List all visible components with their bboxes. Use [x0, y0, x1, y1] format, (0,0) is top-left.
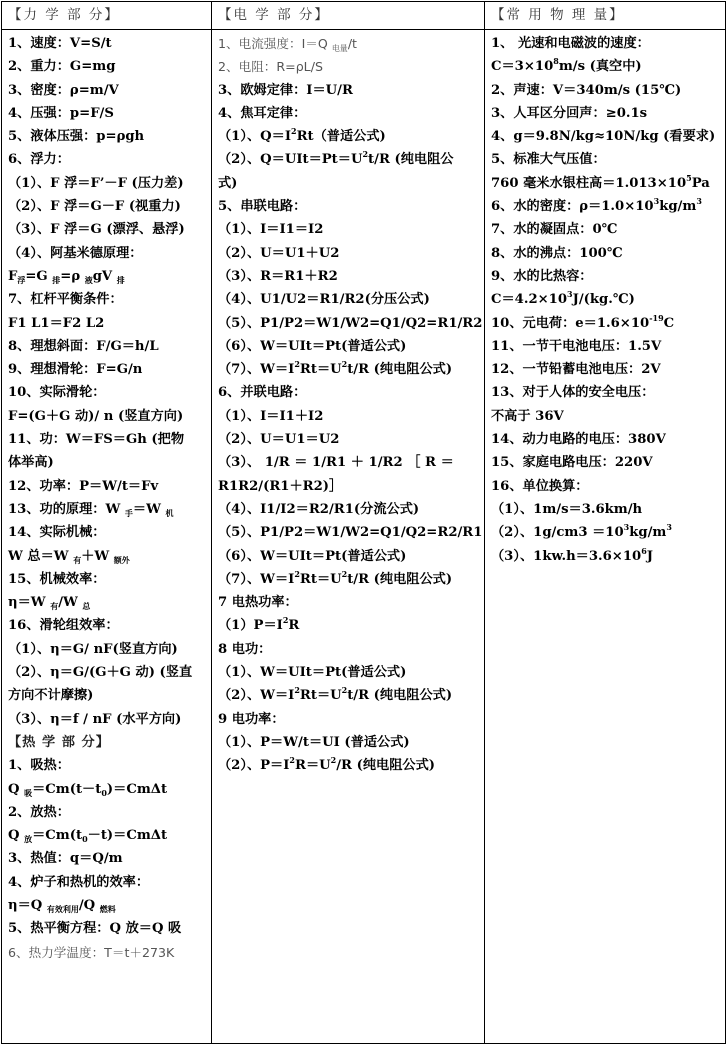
constants-column: [485, 2, 725, 1043]
formula-line: （5）、P1/P2＝W1/W2=Q1/Q2=R1/R2: [218, 315, 483, 331]
formula-line: 8、理想斜面：F/G＝h/L: [8, 338, 159, 354]
formula-line: （3）、$1kw.h=3.6\times 10^6J$: [491, 545, 654, 564]
formula-line: （2）、$P=I^2R=U^2/R$ (纯电阻公式): [218, 755, 436, 774]
formula-line: 12、功率：P＝W/t＝Fv: [8, 478, 159, 494]
mechanics-column: [2, 2, 211, 1043]
formula-line: （1）、$Q=I^2Rt$（普适公式): [218, 126, 386, 145]
mechanics-header: 【力 学 部 分】: [8, 7, 120, 23]
formula-line: 5、标准大气压值：: [491, 152, 606, 168]
formula-line: F1 L1＝F2 L2: [8, 315, 105, 331]
formula-line: 15、机械效率：: [8, 571, 106, 587]
formula-line: 2、电阻：R=ρL/S: [218, 59, 323, 75]
formula-line: 15、家庭电路电压：220V: [491, 455, 653, 471]
formula-line: 16、滑轮组效率：: [8, 618, 119, 634]
formula-line: 4、焦耳定律：: [218, 105, 307, 121]
formula-line: 3、欧姆定律：I＝U/R: [218, 82, 353, 98]
formula-line: （7）、$W=I^2Rt=U^2t/R$ (纯电阻公式): [218, 568, 453, 587]
formula-line: 1、速度：V=S/t: [8, 36, 112, 51]
electricity-lines: [212, 29, 484, 778]
formula-line: （2）、$W=I^2Rt=U^2t/R$ (纯电阻公式): [218, 685, 453, 704]
formula-line: 6、并联电路：: [218, 385, 307, 401]
formula-line: （4）、U1/U2＝R1/R2(分压公式): [218, 292, 430, 308]
formula-line: （6）、W＝UIt＝Pt(普适公式): [218, 548, 407, 564]
formula-line: 不高于 36V: [491, 408, 564, 424]
formula-line: 4、炉子和热机的效率：: [8, 874, 150, 890]
formula-line: 8 电功：: [218, 641, 272, 657]
formula-line: 12、一节铅蓄电池电压：2V: [491, 362, 661, 378]
formula-line: R1R2/(R1＋R2)］: [218, 478, 343, 494]
formula-line: 9、水的比热容：: [491, 268, 593, 284]
formula-line: 6、水的密度：$\rho=1.0\times 10^3kg/m^3$: [491, 196, 702, 215]
formula-line: 7、杠杆平衡条件：: [8, 292, 123, 308]
formula-line: 10、元电荷：$e=1.6\times 10^{-19}C$: [491, 312, 675, 331]
formula-line: （1）、η＝G/ nF(竖直方向): [8, 641, 178, 657]
formula-line: 16、单位换算：: [491, 478, 589, 494]
formula-line: 4、压强：p=F/S: [8, 105, 114, 121]
formula-line: （1）、I＝I1＋I2: [218, 408, 324, 424]
formula-line: W 总＝W $_有$＋W $_{额外}$: [8, 548, 130, 565]
formula-line: 体举高): [8, 455, 54, 471]
formula-line: 5、串联电路：: [218, 199, 307, 215]
electricity-column: [212, 2, 484, 1043]
formula-line: （7）、$W=I^2Rt=U^2t/R$ (纯电阻公式): [218, 359, 453, 378]
formula-line: 1、 光速和电磁波的速度：: [491, 36, 650, 51]
formula-line: 5、热平衡方程：Q 放＝Q 吸: [8, 921, 182, 937]
formula-line: η＝Q $_{有效利用}$/Q $_{燃料}$: [8, 897, 116, 914]
formula-line: 14、实际机械：: [8, 525, 106, 541]
formula-line: （2）、$Q=UIt=Pt=U^2t/R$ (纯电阻公: [218, 149, 454, 168]
formula-table: [1, 1, 726, 1044]
formula-line: 11、功：W＝FS＝Gh (把物: [8, 432, 185, 448]
formula-line: （5）、P1/P2＝W1/W2=Q1/Q2=R2/R1: [218, 525, 483, 541]
formula-line: （3）、 1/R ＝ 1/R1 ＋ 1/R2 ［ R ＝: [218, 455, 454, 471]
formula-line: （3）、F 浮＝G (漂浮、悬浮): [8, 222, 185, 238]
formula-line: （1）、F 浮＝F’－F (压力差): [8, 175, 184, 191]
formula-line: $C=4.2\times 10^3J/(kg.℃)$: [491, 289, 635, 308]
formula-line: （1）、P＝W/t＝UI (普适公式): [218, 734, 410, 750]
formula-line: 13、对于人体的安全电压：: [491, 385, 655, 401]
formula-line: （3）、R＝R1＋R2: [218, 268, 338, 284]
formula-line: （4）、I1/I2＝R2/R1(分流公式): [218, 501, 420, 517]
mechanics-lines: [2, 29, 211, 964]
formula-line: 式): [218, 175, 238, 191]
formula-line: （1）、I＝I1＝I2: [218, 222, 324, 238]
formula-line: 5、液体压强：p=ρgh: [8, 129, 145, 145]
formula-line: Q $_放=Cm(t_0-t)=Cm\Delta t$: [8, 828, 168, 845]
formula-line: 13、功的原理：W $_手$＝W $_机$: [8, 501, 174, 518]
formula-line: 3、热值：q＝Q/m: [8, 851, 123, 867]
formula-line: 3、人耳区分回声：≥0.1s: [491, 105, 648, 121]
formula-line: （6）、W＝UIt＝Pt(普适公式): [218, 338, 407, 354]
formula-line: $(1)P=I^2R$: [218, 615, 300, 634]
formula-line: 【热 学 部 分】: [8, 734, 110, 750]
formula-line: 14、动力电路的电压：380V: [491, 432, 666, 448]
formula-line: （2）、U＝U1＝U2: [218, 432, 340, 448]
formula-line: η＝W $_有$/W $_总$: [8, 595, 91, 612]
formula-line: 11、一节干电池电压：1.5V: [491, 338, 662, 354]
formula-line: （1）、W＝UIt＝Pt(普适公式): [218, 665, 407, 681]
formula-line: Q $_吸=Cm(t-t_0)=Cm\Delta t$: [8, 781, 168, 798]
formula-line: （2）、$1g/cm3 =10^3kg/m^3$: [491, 522, 672, 541]
formula-line: 2、声速：V＝340m/s (15℃): [491, 82, 682, 98]
formula-line: 6、浮力：: [8, 152, 70, 168]
formula-line: 1、电流强度：I＝Q $_{电量}$/t: [218, 36, 357, 53]
formula-line: 2、重力：G=mg: [8, 59, 116, 75]
formula-line: 4、g＝9.8N/kg≈10N/kg (看要求): [491, 129, 716, 145]
formula-line: （1）、1m/s＝3.6km/h: [491, 501, 643, 517]
formula-line: （2）、F 浮＝G－F (视重力): [8, 199, 181, 215]
formula-line: 8、水的沸点：100℃: [491, 245, 623, 261]
electricity-header: 【电 学 部 分】: [218, 7, 330, 23]
formula-line: 方向不计摩擦): [8, 688, 94, 704]
constants-header: 【常 用 物 理 量】: [491, 7, 625, 23]
formula-line: 9、理想滑轮：F=G/n: [8, 362, 143, 378]
formula-line: 760 毫米水银柱高$=1.013\times 10^5Pa$: [491, 172, 710, 191]
formula-line: （2）、U＝U1＋U2: [218, 245, 340, 261]
formula-line: 1、吸热：: [8, 758, 70, 774]
formula-line: （3）、η＝f / nF (水平方向): [8, 711, 182, 727]
constants-lines: [485, 29, 725, 568]
formula-line: 7、水的凝固点：0℃: [491, 222, 618, 238]
formula-line: F=(G＋G 动)/ n (竖直方向): [8, 408, 184, 424]
formula-line: 3、密度：ρ=m/V: [8, 82, 119, 98]
formula-line: 10、实际滑轮：: [8, 385, 106, 401]
formula-line: 9 电功率：: [218, 711, 285, 727]
formula-line: 6、热力学温度：T＝t＋273K: [8, 944, 175, 960]
formula-line: 7 电热功率：: [218, 595, 298, 611]
formula-line: （2）、η＝G/(G＋G 动) (竖直: [8, 665, 193, 681]
formula-line: （4）、阿基米德原理：: [8, 245, 143, 261]
formula-line: $F_浮=G$ $_排$=ρ $_液$gV $_排$: [8, 268, 125, 285]
formula-line: $C=3\times 10^8m/s$ (真空中): [491, 56, 642, 75]
formula-line: 2、放热：: [8, 804, 70, 820]
